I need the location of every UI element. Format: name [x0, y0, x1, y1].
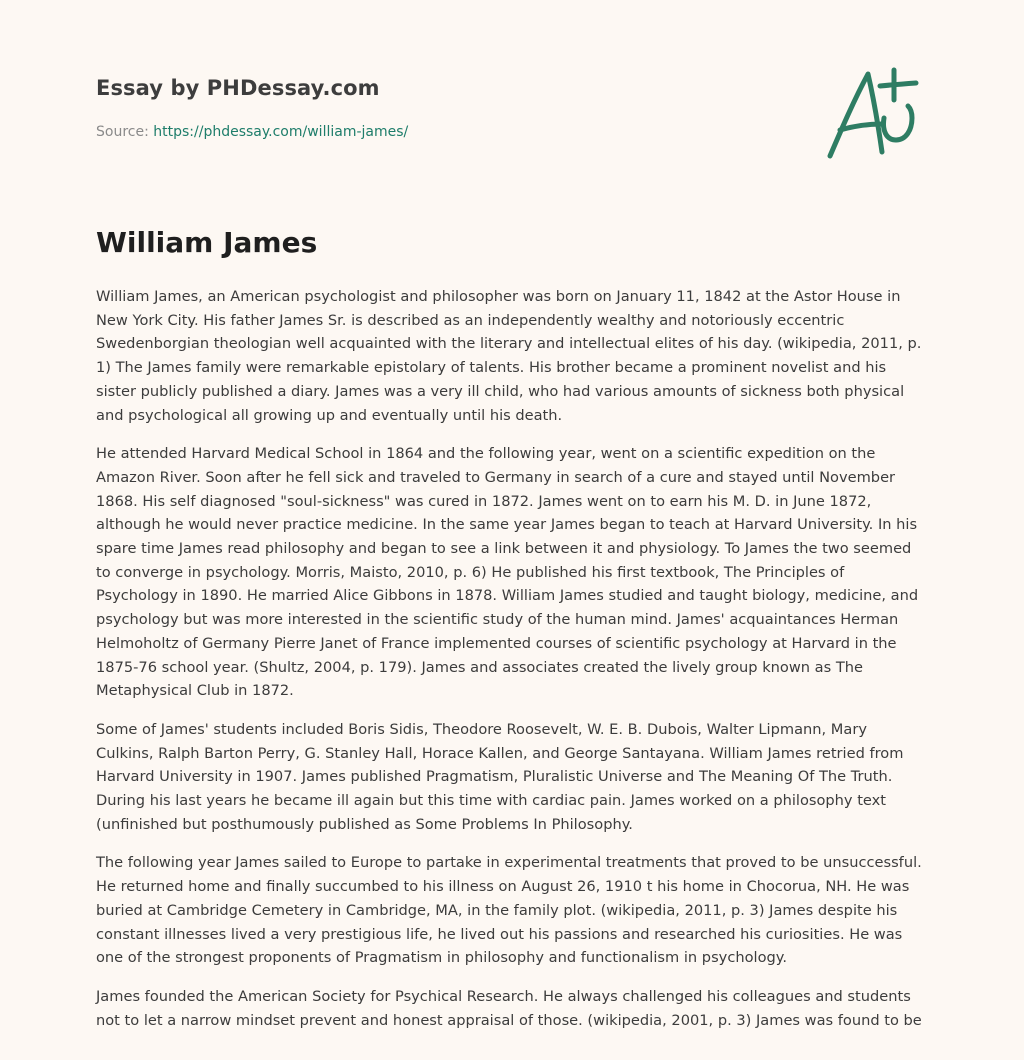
page-header [96, 0, 928, 200]
essay-body [96, 285, 928, 1047]
essay-paragraph: The following year James sailed to Europe to partake in experimental treatments that proved to be unsuccessful. He returned home and finally succumbed to his illness on August 26, 1910 t his home in Chocorua, NH. He was buried at Cambridge Cemetery in Cambridge, MA, in the family plot. (wikipedia, 2011, p. 3) James despite his constant illnesses lived a very prestigious life, he lived out his passions and researched his curiosities. He was one of the strongest proponents of Pragmatism in philosophy and functionalism in psychology. [96, 854, 922, 967]
source-link[interactable]: https://phdessay.com/william-james/ [153, 124, 409, 140]
source-line [96, 124, 408, 140]
essay-paragraph: Some of James' students included Boris Sidis, Theodore Roosevelt, W. E. B. Dubois, Walter Lipmann, Mary Culkins, Ralph Barton Perry, G. Stanley Hall, Horace Kallen, and George Santayana. William James retried from Harvard University in 1907. James published Pragmatism, Pluralistic Universe and The Meaning Of The Truth. During his last years he became ill again but this time with cardiac pain. James worked on a philosophy text (unfinished but posthumously published as Some Problems In Philosophy. [96, 720, 904, 833]
essay-paragraph: William James, an American psychologist and philosopher was born on January 11, 1842 at the Astor House in New York City. His father James Sr. is described as an independently wealthy and notoriously eccentric Swedenborgian theologian well acquainted with the literary and intellectual elites of his day. (wikipedia, 2011, p. 1) The James family were remarkable epistolary of talents. His brother became a prominent novelist and his sister publicly published a diary. James was a very ill child, who had various amounts of sickness both physical and psychological all growing up and eventually until his death. [96, 288, 922, 424]
essay-paragraph: He attended Harvard Medical School in 1864 and the following year, went on a scientific expedition on the Amazon River. Soon after he fell sick and traveled to Germany in search of a cure and stayed until November 1868. His self diagnosed "soul-sickness" was cured in 1872. James went on to earn his M. D. in June 1872, although he would never practice medicine. In the same year James began to teach at Harvard University. In his spare time James read philosophy and began to see a link between it and physiology. To James the two seemed to converge in psychology. Morris, Maisto, 2010, p. 6) He published his first textbook, The Principles of Psychology in 1890. He married Alice Gibbons in 1878. William James studied and taught biology, medicine, and psychology but was more interested in the scientific study of the human mind. James' acquaintances Herman Helmoholtz of Germany Pierre Janet of France implemented courses of scientific psychology at Harvard in the 1875-76 school year. (Shultz, 2004, p. 179). James and associates created the lively group known as The Metaphysical Club in 1872. [96, 445, 919, 700]
essay-title: William James [96, 226, 318, 259]
essay-paragraph: James founded the American Society for Psychical Research. He always challenged his colleagues and students not to let a narrow mindset prevent and honest appraisal of those. (wikipedia, 2001, p. 3) James was found to be [96, 987, 922, 1029]
brand-title: Essay by PHDessay.com [96, 76, 380, 100]
essay-page [96, 0, 928, 1029]
a-plus-logo-icon [824, 66, 928, 166]
source-label: Source: [96, 124, 154, 140]
